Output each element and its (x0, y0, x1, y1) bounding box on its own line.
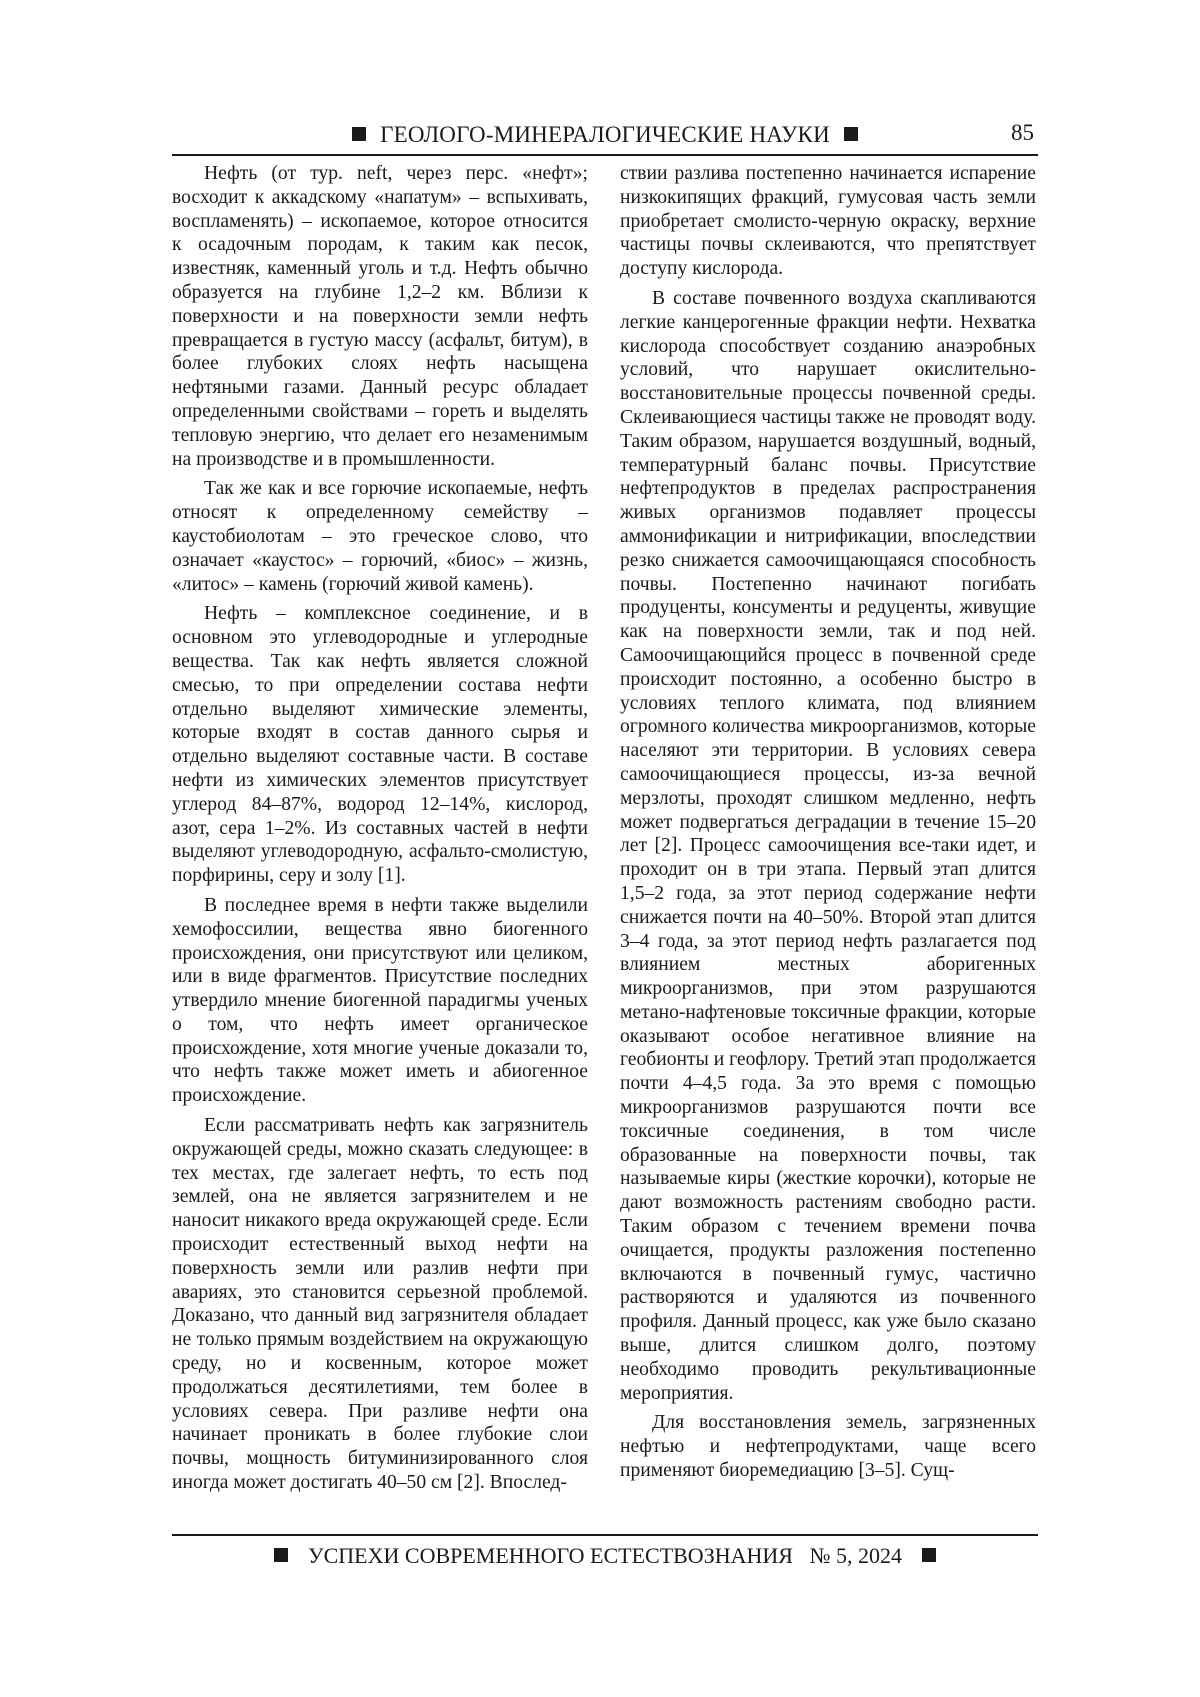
paragraph: В составе почвенного воздуха скапливаются легкие канцерогенные фракции нефти. Нехватка кислорода способствует созданию анаэробных условий, что нарушает окислительно-восстановительные процессы почвенной среды. Склеивающиеся частицы также не проводят воду. Таким образом, нарушается воздушный, водный, температурный баланс почвы. Присутствие нефтепродуктов в пределах распространения живых организмов подавляет процессы аммонификации и нитрификации, впоследствии резко снижается самоочищающаяся способность почвы. Постепенно начинают погибать продуценты, консументы и редуценты, живущие как на поверхности земли, так и под ней. Самоочищающийся процесс в почвенной среде происходит постоянно, а особенно быстро в условиях теплого климата, под влиянием огромного количества микроорганизмов, которые населяют эти территории. В условиях севера самоочищающиеся процессы, из-за вечной мерзлоты, проходят слишком медленно, нефть может подвергаться деградации в течение 15–20 лет [2]. Процесс самоочищения все-таки идет, и проходит он в три этапа. Первый этап длится 1,5–2 года, за этот период содержание нефти снижается почти на 40–50%. Второй этап длится 3–4 года, за этот период нефть разлагается под влиянием местных аборигенных микроорганизмов, при этом разрушаются метано-нафтеновые токсичные фракции, которые оказывают особое негативное влияние на геобионты и геофлору. Третий этап продолжается почти 4–4,5 года. За это время с помощью микроорганизмов разрушаются почти все токсичные соединения, в том числе образованные на поверхности почвы, так называемые киры (жесткие корочки), которые не дают возможность растениям свободно расти. Таким образом с течением времени почва очищается, продукты разложения постепенно включаются в почвенный гумус, частично растворяются и удаляются из почвенного профиля. Данный процесс, как уже было сказано выше, длится слишком долго, поэтому необходимо проводить рекультивационные мероприятия. (620, 287, 1036, 1404)
left-column (172, 162, 588, 1501)
square-bullet-icon (844, 127, 858, 141)
page-number: 85 (1011, 120, 1034, 145)
section-name: ГЕОЛОГО-МИНЕРАЛОГИЧЕСКИЕ НАУКИ (380, 122, 830, 147)
square-bullet-icon (352, 127, 366, 141)
running-header (172, 118, 1038, 154)
section-title (172, 122, 1038, 148)
paragraph: Нефть – комплексное соединение, и в основном это углеводородные и углеродные вещества. Так как нефть является сложной смесью, то при определении состава нефти отдельно выделяют химические элементы, которые входят в состав данного сырья и отдельно выделяют составные части. В составе нефти из химических элементов присутствует углерод 84–87%, водород 12–14%, кислород, азот, сера 1–2%. Из составных частей в нефти выделяют углеводородную, асфальто-смолистую, порфирины, серу и золу [1]. (172, 603, 588, 887)
square-bullet-icon (274, 1548, 288, 1562)
header-rule (172, 154, 1038, 156)
paragraph: В последнее время в нефти также выделили хемофоссилии, вещества явно биогенного происхождения, они присутствуют или целиком, или в виде фрагментов. Присутствие последних утвердило мнение биогенной парадигмы ученых о том, что нефть имеет органическое происхождение, хотя многие ученые доказали то, что нефть также может иметь и абиогенное происхождение. (172, 894, 588, 1107)
journal-name: УСПЕХИ СОВРЕМЕННОГО ЕСТЕСТВОЗНАНИЯ (308, 1543, 793, 1568)
paragraph: ствии разлива постепенно начинается испарение низкокипящих фракций, гумусовая часть земли приобретает смолисто-черную окраску, верхние частицы почвы склеиваются, что препятствует доступу кислорода. (620, 163, 1036, 280)
running-footer (172, 1543, 1038, 1577)
issue-number: № 5, 2024 (809, 1543, 902, 1568)
paragraph: Если рассматривать нефть как загрязнитель окружающей среды, можно сказать следующее: в тех местах, где залегает нефть, то есть под землей, она не является загрязнителем и не наносит никакого вреда окружающей среде. Если происходит естественный выход нефти на поверхность земли или разлив нефти при авариях, это становится серьезной проблемой. Доказано, что данный вид загрязнителя обладает не только прямым воздействием на окружающую среду, но и косвенным, которое может продолжаться десятилетиями, тем более в условиях севера. При разливе нефти она начинает проникать в более глубокие слои почвы, мощность битуминизированного слоя иногда может достигать 40–50 см [2]. Впослед- (172, 1115, 588, 1494)
paragraph: Для восстановления земель, загрязненных нефтью и нефтепродуктами, чаще всего применяют биоремедиацию [3–5]. Сущ- (620, 1412, 1036, 1482)
footer-rule (172, 1534, 1038, 1536)
right-column (620, 162, 1036, 1489)
square-bullet-icon (922, 1548, 936, 1562)
paragraph: Нефть (от тур. neft, через перс. «нефт»; восходит к аккадскому «напатум» – вспыхивать, воспламенять) – ископаемое, которое относится к осадочным породам, к таким как песок, известняк, каменный уголь и т.д. Нефть обычно образуется на глубине 1,2–2 км. Вблизи к поверхности и на поверхности земли нефть превращается в густую массу (асфальт, битум), в более глубоких слоях нефть насыщена нефтяными газами. Данный ресурс обладает определенными свойствами – гореть и выделять тепловую энергию, что делает его незаменимым на производстве и в промышленности. (172, 163, 588, 470)
paragraph: Так же как и все горючие ископаемые, нефть относят к определенному семейству – каустобиолотам – это греческое слово, что означает «каустос» – горючий, «биос» – жизнь, «литос» – камень (горючий живой камень). (172, 478, 588, 595)
